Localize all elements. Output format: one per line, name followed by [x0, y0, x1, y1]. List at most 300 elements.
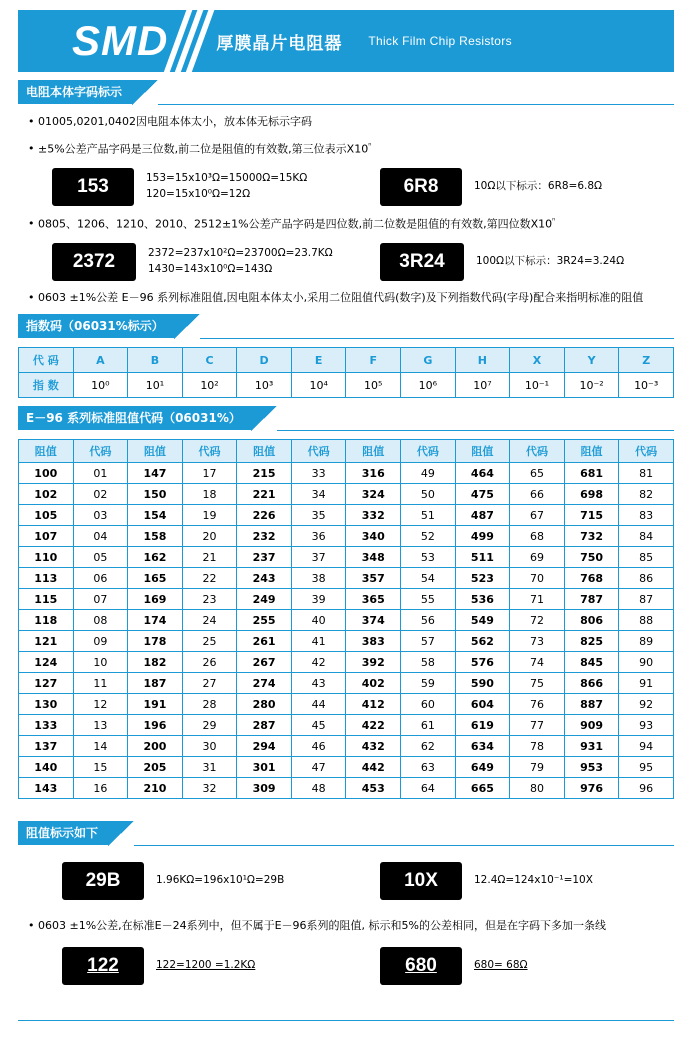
chip-body-2372: 2372 [52, 243, 136, 281]
e96-code-cell: 61 [401, 715, 456, 736]
section-e96-header [18, 406, 674, 431]
e96-resistance-cell: 191 [128, 694, 183, 715]
e96-code-cell: 25 [182, 631, 237, 652]
e96-code-cell: 80 [510, 778, 565, 799]
chip-note-153 [146, 171, 307, 203]
chip-note-2372 [148, 246, 333, 278]
e96-resistance-cell: 309 [237, 778, 292, 799]
e96-resistance-cell: 715 [564, 505, 619, 526]
section-exponent-rule [200, 314, 674, 339]
bullet-dot-icon: • [28, 919, 35, 933]
e96-resistance-cell: 169 [128, 589, 183, 610]
e96-resistance-cell: 698 [564, 484, 619, 505]
e96-code-cell: 73 [510, 631, 565, 652]
e96-code-cell: 81 [619, 463, 674, 484]
e96-resistance-cell: 150 [128, 484, 183, 505]
e96-code-cell: 74 [510, 652, 565, 673]
e96-resistance-cell: 365 [346, 589, 401, 610]
section-exponent-header [18, 314, 674, 339]
e96-code-cell: 10 [73, 652, 128, 673]
e96-resistance-cell: 866 [564, 673, 619, 694]
exponent-code-cell: Z [619, 348, 674, 373]
marking-note-2 [28, 140, 674, 158]
e96-code-cell: 16 [73, 778, 128, 799]
e96-code-cell: 37 [291, 547, 346, 568]
e96-resistance-cell: 243 [237, 568, 292, 589]
e96-resistance-cell: 402 [346, 673, 401, 694]
e96-resistance-cell: 205 [128, 757, 183, 778]
e96-resistance-cell: 102 [19, 484, 74, 505]
e96-code-cell: 65 [510, 463, 565, 484]
e96-resistance-cell: 649 [455, 757, 510, 778]
e96-resistance-cell: 124 [19, 652, 74, 673]
e96-resistance-cell: 115 [19, 589, 74, 610]
e96-code-cell: 31 [182, 757, 237, 778]
e96-header-cell: 代码 [401, 440, 456, 463]
table-row [19, 526, 674, 547]
marking-note-3-text: 0805、1206、1210、2010、2512±1%公差产品字码是四位数,前二位数是阻值的有效数,第四位数X10 [38, 217, 553, 231]
e96-resistance-cell: 590 [455, 673, 510, 694]
e96-code-cell: 71 [510, 589, 565, 610]
e96-code-cell: 96 [619, 778, 674, 799]
chip-note-2372-line1: 2372=237x10²Ω=23700Ω=23.7KΩ [148, 247, 333, 260]
e96-code-cell: 28 [182, 694, 237, 715]
e96-code-cell: 29 [182, 715, 237, 736]
e96-code-cell: 57 [401, 631, 456, 652]
e96-resistance-cell: 499 [455, 526, 510, 547]
e96-resistance-cell: 196 [128, 715, 183, 736]
e96-resistance-cell: 383 [346, 631, 401, 652]
e96-code-cell: 22 [182, 568, 237, 589]
e96-code-cell: 46 [291, 736, 346, 757]
example-2-left [18, 947, 346, 985]
e96-header-cell: 阻值 [346, 440, 401, 463]
e96-code-cell: 39 [291, 589, 346, 610]
e96-resistance-cell: 158 [128, 526, 183, 547]
e96-header-cell: 代码 [619, 440, 674, 463]
e96-code-cell: 35 [291, 505, 346, 526]
marking-note-1 [28, 114, 674, 131]
e96-resistance-cell: 576 [455, 652, 510, 673]
chip-note-153-line2: 120=15x10⁰Ω=12Ω [146, 187, 251, 200]
section-examples-label: 阻值标示如下 [18, 821, 108, 845]
table-row [19, 348, 674, 373]
e96-resistance-cell: 665 [455, 778, 510, 799]
section-examples-header [18, 821, 674, 846]
e96-code-cell: 11 [73, 673, 128, 694]
chip-note-29B: 1.96KΩ=196x10¹Ω=29B [156, 874, 285, 887]
e96-resistance-cell: 294 [237, 736, 292, 757]
marking-note-4-text: 0603 ±1%公差 E－96 系列标准阻值,因电阻本体太小,采用二位阻值代码(数字)及下列指数代码(字母)配合来指明标准的阻值 [38, 290, 644, 304]
e96-code-cell: 72 [510, 610, 565, 631]
e96-code-cell: 53 [401, 547, 456, 568]
e96-resistance-cell: 274 [237, 673, 292, 694]
e96-resistance-cell: 100 [19, 463, 74, 484]
table-row [19, 652, 674, 673]
e96-code-cell: 45 [291, 715, 346, 736]
e96-code-cell: 47 [291, 757, 346, 778]
e96-resistance-cell: 422 [346, 715, 401, 736]
exponent-code-cell: A [73, 348, 128, 373]
e96-code-cell: 63 [401, 757, 456, 778]
chip-body-6R8: 6R8 [380, 168, 462, 206]
page-root [0, 10, 692, 1039]
e96-header-cell: 阻值 [19, 440, 74, 463]
e96-header-cell: 代码 [291, 440, 346, 463]
e96-header-cell: 阻值 [237, 440, 292, 463]
table-row [19, 778, 674, 799]
e96-resistance-cell: 226 [237, 505, 292, 526]
bullet-dot-icon: • [28, 142, 35, 156]
e96-resistance-cell: 267 [237, 652, 292, 673]
e96-code-cell: 08 [73, 610, 128, 631]
exponent-code-cell: C [182, 348, 237, 373]
example-row-1 [18, 862, 674, 900]
chip-note-10X: 12.4Ω=124x10⁻¹=10X [474, 874, 593, 887]
exponent-code-cell: D [237, 348, 292, 373]
e96-resistance-cell: 340 [346, 526, 401, 547]
e96-code-cell: 54 [401, 568, 456, 589]
e96-resistance-cell: 210 [128, 778, 183, 799]
exponent-code-cell: H [455, 348, 510, 373]
e96-resistance-cell: 806 [564, 610, 619, 631]
e96-resistance-cell: 953 [564, 757, 619, 778]
examples-note [28, 918, 674, 935]
exponent-value-cell: 10⁶ [401, 373, 456, 398]
e96-resistance-cell: 931 [564, 736, 619, 757]
e96-code-cell: 92 [619, 694, 674, 715]
e96-code-cell: 26 [182, 652, 237, 673]
e96-resistance-cell: 113 [19, 568, 74, 589]
e96-header-cell: 阻值 [455, 440, 510, 463]
header-chinese-title: 厚膜晶片电阻器 [216, 33, 343, 54]
e96-code-cell: 82 [619, 484, 674, 505]
bullet-dot-icon: • [28, 115, 35, 128]
e96-code-cell: 21 [182, 547, 237, 568]
table-row [19, 547, 674, 568]
e96-code-cell: 03 [73, 505, 128, 526]
chip-body-153: 153 [52, 168, 134, 206]
e96-resistance-cell: 412 [346, 694, 401, 715]
e96-header-cell: 代码 [73, 440, 128, 463]
chip-note-3R24 [476, 254, 624, 270]
e96-resistance-cell: 732 [564, 526, 619, 547]
marking-note-2-text: ±5%公差产品字码是三位数,前二位是阻值的有效数,第三位表示X10 [38, 142, 369, 156]
exponent-value-cell: 10⁵ [346, 373, 401, 398]
e96-header-cell: 阻值 [564, 440, 619, 463]
e96-code-cell: 56 [401, 610, 456, 631]
chip-body-10X: 10X [380, 862, 462, 900]
marking-note-3 [28, 215, 674, 233]
e96-code-cell: 76 [510, 694, 565, 715]
chip-note-6R8 [474, 179, 602, 195]
slash-decoration-icon [172, 10, 206, 72]
page-header [18, 10, 674, 72]
e96-code-cell: 49 [401, 463, 456, 484]
e96-resistance-cell: 768 [564, 568, 619, 589]
e96-code-cell: 14 [73, 736, 128, 757]
chip-note-680 [474, 958, 528, 974]
chip-note-3R24-line1: 100Ω以下标示：3R24=3.24Ω [476, 254, 625, 267]
footer-rule [18, 1020, 674, 1021]
section-e96-tail [251, 406, 277, 431]
e96-resistance-cell: 453 [346, 778, 401, 799]
e96-resistance-cell: 845 [564, 652, 619, 673]
e96-code-cell: 48 [291, 778, 346, 799]
table-row [19, 589, 674, 610]
e96-code-cell: 41 [291, 631, 346, 652]
e96-resistance-cell: 432 [346, 736, 401, 757]
e96-resistance-cell: 133 [19, 715, 74, 736]
e96-resistance-cell: 137 [19, 736, 74, 757]
e96-code-cell: 52 [401, 526, 456, 547]
e96-code-cell: 43 [291, 673, 346, 694]
chip-body-122: 122 [62, 947, 144, 985]
marking-note-4 [28, 290, 674, 307]
e96-resistance-cell: 523 [455, 568, 510, 589]
e96-code-cell: 69 [510, 547, 565, 568]
section-marking-header [18, 80, 674, 105]
e96-code-cell: 36 [291, 526, 346, 547]
table-row [19, 631, 674, 652]
e96-header-cell: 阻值 [128, 440, 183, 463]
e96-code-cell: 42 [291, 652, 346, 673]
e96-resistance-cell: 165 [128, 568, 183, 589]
e96-code-cell: 13 [73, 715, 128, 736]
e96-code-cell: 01 [73, 463, 128, 484]
e96-code-cell: 06 [73, 568, 128, 589]
exponent-row-label: 代 码 [19, 348, 74, 373]
e96-code-cell: 34 [291, 484, 346, 505]
table-row [19, 484, 674, 505]
e96-resistance-cell: 143 [19, 778, 74, 799]
e96-resistance-cell: 147 [128, 463, 183, 484]
chip-example-row-2 [18, 243, 674, 281]
e96-code-cell: 09 [73, 631, 128, 652]
e96-code-cell: 55 [401, 589, 456, 610]
e96-resistance-cell: 249 [237, 589, 292, 610]
e96-code-cell: 62 [401, 736, 456, 757]
e96-resistance-cell: 140 [19, 757, 74, 778]
e96-code-cell: 89 [619, 631, 674, 652]
e96-code-cell: 93 [619, 715, 674, 736]
section-examples-tail [108, 821, 134, 846]
chip-example-2-right [346, 243, 674, 281]
e96-code-cell: 86 [619, 568, 674, 589]
e96-code-cell: 51 [401, 505, 456, 526]
chip-note-2372-line2: 1430=143x10⁰Ω=143Ω [148, 262, 273, 275]
chip-note-153-line1: 153=15x10³Ω=15000Ω=15KΩ [146, 171, 308, 184]
exponent-code-cell: E [291, 348, 346, 373]
marking-note-3-sup: ⁿ [552, 215, 556, 225]
e96-resistance-cell: 549 [455, 610, 510, 631]
e96-header-cell: 代码 [510, 440, 565, 463]
e96-code-cell: 78 [510, 736, 565, 757]
e96-resistance-cell: 187 [128, 673, 183, 694]
e96-resistance-cell: 909 [564, 715, 619, 736]
exponent-code-cell: F [346, 348, 401, 373]
e96-resistance-cell: 374 [346, 610, 401, 631]
e96-code-cell: 77 [510, 715, 565, 736]
e96-code-cell: 50 [401, 484, 456, 505]
e96-code-cell: 30 [182, 736, 237, 757]
bullet-dot-icon: • [28, 290, 35, 304]
e96-header-cell: 代码 [182, 440, 237, 463]
e96-resistance-cell: 221 [237, 484, 292, 505]
table-row [19, 673, 674, 694]
e96-code-cell: 91 [619, 673, 674, 694]
e96-resistance-cell: 634 [455, 736, 510, 757]
e96-code-cell: 19 [182, 505, 237, 526]
e96-code-cell: 95 [619, 757, 674, 778]
e96-resistance-cell: 127 [19, 673, 74, 694]
e96-resistance-cell: 887 [564, 694, 619, 715]
chip-example-2-left [18, 243, 346, 281]
e96-resistance-cell: 464 [455, 463, 510, 484]
e96-resistance-cell: 107 [19, 526, 74, 547]
exponent-code-cell: G [401, 348, 456, 373]
exponent-value-cell: 10¹ [128, 373, 183, 398]
e96-code-cell: 75 [510, 673, 565, 694]
example-2-right [346, 947, 674, 985]
example-row-2 [18, 947, 674, 985]
e96-resistance-cell: 130 [19, 694, 74, 715]
exponent-code-cell: Y [564, 348, 619, 373]
e96-code-cell: 07 [73, 589, 128, 610]
e96-resistance-cell: 392 [346, 652, 401, 673]
e96-code-cell: 94 [619, 736, 674, 757]
chip-note-680-underline: 680= 68Ω [474, 958, 528, 971]
e96-resistance-cell: 110 [19, 547, 74, 568]
e96-resistance-cell: 787 [564, 589, 619, 610]
e96-code-cell: 15 [73, 757, 128, 778]
section-exponent-tail [174, 314, 200, 339]
e96-code-cell: 18 [182, 484, 237, 505]
e96-code-cell: 44 [291, 694, 346, 715]
section-marking-tail [132, 80, 158, 105]
e96-code-cell: 24 [182, 610, 237, 631]
e96-resistance-code-table [18, 439, 674, 799]
chip-body-29B: 29B [62, 862, 144, 900]
header-english-title: Thick Film Chip Resistors [368, 34, 512, 48]
table-row [19, 610, 674, 631]
table-row [19, 715, 674, 736]
example-1-right [346, 862, 674, 900]
e96-resistance-cell: 976 [564, 778, 619, 799]
section-marking-rule [158, 80, 674, 105]
bullet-dot-icon: • [28, 217, 35, 231]
e96-code-cell: 85 [619, 547, 674, 568]
example-1-left [18, 862, 346, 900]
table-row [19, 757, 674, 778]
e96-code-cell: 84 [619, 526, 674, 547]
chip-body-3R24: 3R24 [380, 243, 464, 281]
e96-resistance-cell: 750 [564, 547, 619, 568]
e96-resistance-cell: 825 [564, 631, 619, 652]
e96-code-cell: 02 [73, 484, 128, 505]
e96-resistance-cell: 287 [237, 715, 292, 736]
e96-resistance-cell: 215 [237, 463, 292, 484]
e96-code-cell: 20 [182, 526, 237, 547]
e96-resistance-cell: 316 [346, 463, 401, 484]
e96-resistance-cell: 619 [455, 715, 510, 736]
e96-resistance-cell: 182 [128, 652, 183, 673]
e96-resistance-cell: 357 [346, 568, 401, 589]
e96-resistance-cell: 200 [128, 736, 183, 757]
marking-note-2-sup: ⁿ [368, 140, 372, 150]
e96-code-cell: 90 [619, 652, 674, 673]
exponent-value-cell: 10⁴ [291, 373, 346, 398]
e96-code-cell: 79 [510, 757, 565, 778]
e96-resistance-cell: 232 [237, 526, 292, 547]
e96-resistance-cell: 255 [237, 610, 292, 631]
marking-note-1-text: 01005,0201,0402因电阻本体太小，放本体无标示字码 [38, 115, 312, 128]
examples-note-text: 0603 ±1%公差,在标准E－24系列中，但不属于E－96系列的阻值, 标示和5%的公差相同，但是在字码下多加一条线 [38, 919, 606, 933]
e96-code-cell: 68 [510, 526, 565, 547]
exponent-value-cell: 10⁻¹ [510, 373, 565, 398]
chip-body-680: 680 [380, 947, 462, 985]
exponent-row-label: 指 数 [19, 373, 74, 398]
e96-resistance-cell: 681 [564, 463, 619, 484]
chip-note-122-underline: 122=1200 =1.2KΩ [156, 958, 256, 971]
e96-resistance-cell: 475 [455, 484, 510, 505]
e96-resistance-cell: 162 [128, 547, 183, 568]
e96-resistance-cell: 178 [128, 631, 183, 652]
e96-resistance-cell: 442 [346, 757, 401, 778]
e96-resistance-cell: 118 [19, 610, 74, 631]
e96-code-cell: 38 [291, 568, 346, 589]
e96-resistance-cell: 324 [346, 484, 401, 505]
section-examples-rule [134, 821, 674, 846]
e96-code-cell: 32 [182, 778, 237, 799]
table-row [19, 440, 674, 463]
section-e96-rule [277, 406, 674, 431]
exponent-value-cell: 10⁻³ [619, 373, 674, 398]
table-row [19, 373, 674, 398]
e96-resistance-cell: 536 [455, 589, 510, 610]
section-e96-label: E－96 系列标准阻值代码（06031%） [18, 406, 251, 430]
e96-code-cell: 17 [182, 463, 237, 484]
section-marking-label: 电阻本体字码标示 [18, 80, 132, 104]
e96-code-cell: 88 [619, 610, 674, 631]
table-row [19, 505, 674, 526]
logo-text: SMD [72, 17, 169, 64]
e96-code-cell: 87 [619, 589, 674, 610]
e96-code-cell: 27 [182, 673, 237, 694]
chip-note-6R8-line1: 10Ω以下标示：6R8=6.8Ω [474, 179, 603, 192]
table-row [19, 463, 674, 484]
exponent-code-cell: X [510, 348, 565, 373]
e96-code-cell: 60 [401, 694, 456, 715]
e96-code-cell: 12 [73, 694, 128, 715]
section-exponent-label: 指数码（06031%标示） [18, 314, 174, 338]
e96-code-cell: 04 [73, 526, 128, 547]
e96-resistance-cell: 301 [237, 757, 292, 778]
e96-code-cell: 58 [401, 652, 456, 673]
exponent-value-cell: 10⁻² [564, 373, 619, 398]
e96-resistance-cell: 237 [237, 547, 292, 568]
e96-resistance-cell: 121 [19, 631, 74, 652]
e96-code-cell: 64 [401, 778, 456, 799]
exponent-value-cell: 10³ [237, 373, 292, 398]
e96-code-cell: 33 [291, 463, 346, 484]
chip-example-row-1 [18, 168, 674, 206]
e96-code-cell: 59 [401, 673, 456, 694]
table-row [19, 568, 674, 589]
e96-code-cell: 70 [510, 568, 565, 589]
e96-resistance-cell: 174 [128, 610, 183, 631]
exponent-value-cell: 10² [182, 373, 237, 398]
